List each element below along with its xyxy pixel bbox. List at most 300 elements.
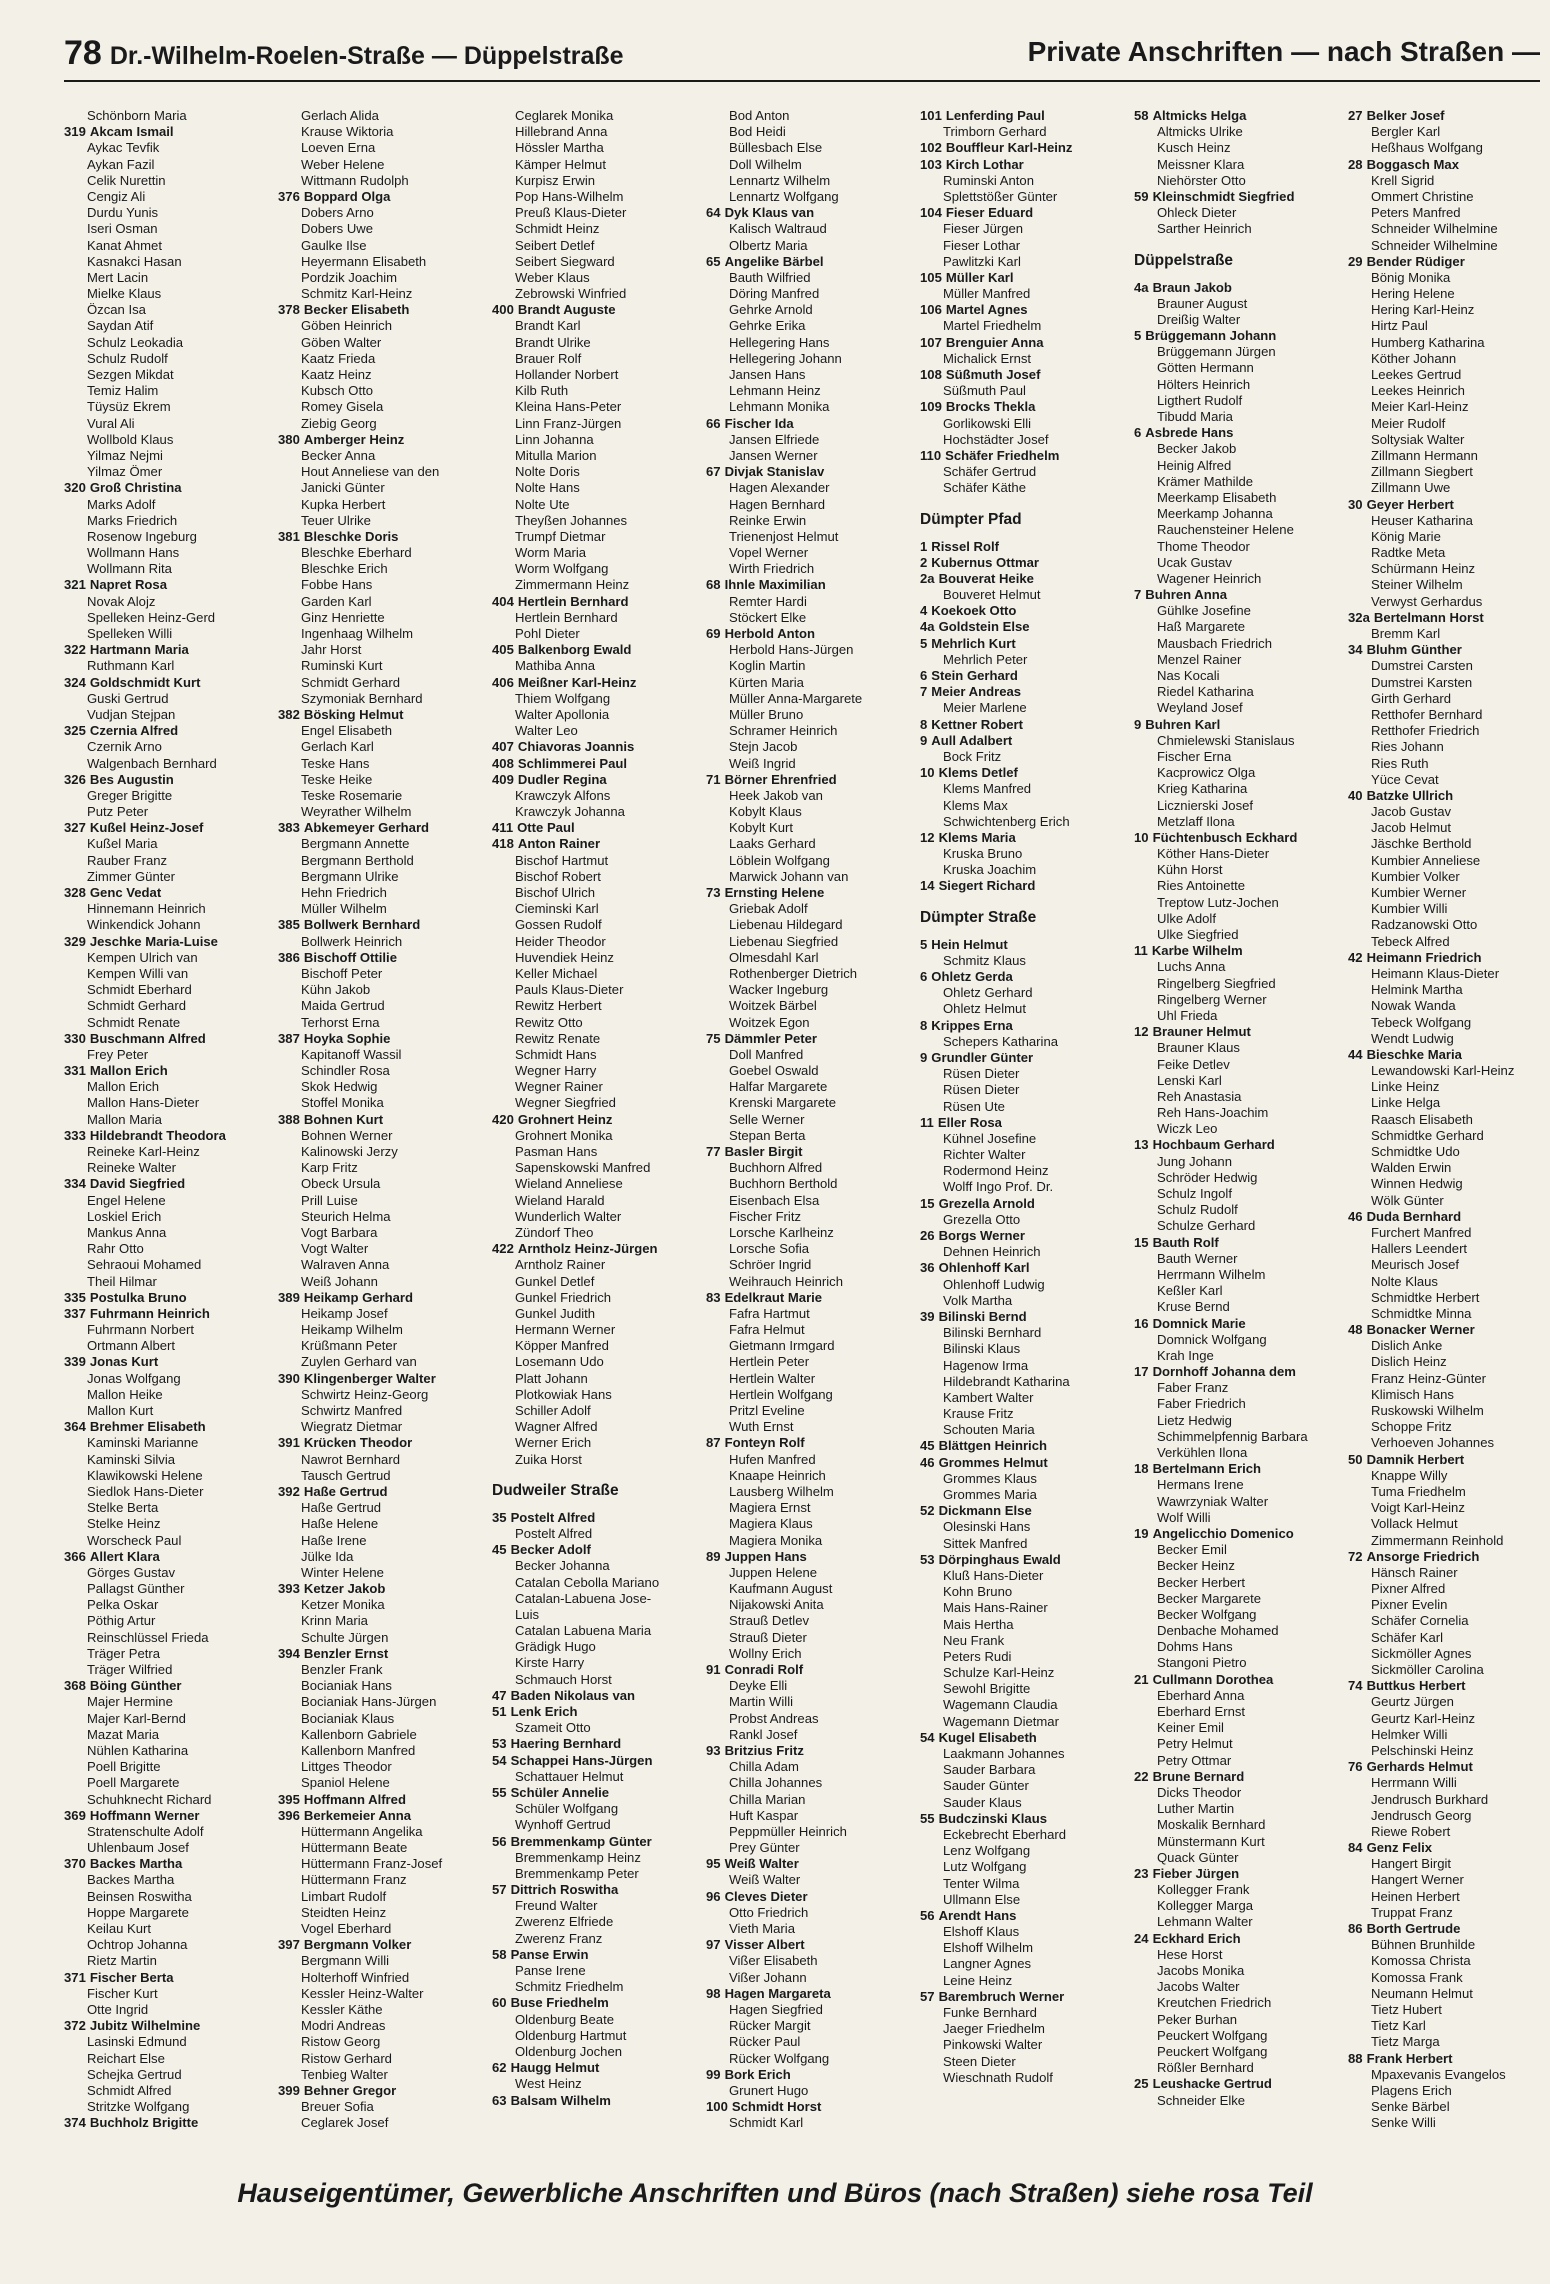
directory-entry (515, 1047, 688, 1063)
resident-name: Schüler Wolfgang (515, 1801, 619, 1817)
house-number: 324 (64, 674, 86, 690)
house-number: 63 (492, 2092, 507, 2108)
resident-name: Lehmann Monika (729, 399, 830, 415)
resident-name: Lenferding Paul (945, 108, 1045, 123)
directory-entry (1157, 846, 1330, 862)
directory-entry (1157, 700, 1330, 716)
directory-entry (515, 1338, 688, 1354)
directory-entry (1157, 1720, 1330, 1736)
resident-name: Köpper Manfred (515, 1338, 609, 1354)
house-number: 319 (64, 124, 86, 140)
resident-name: Wagemann Dietmar (943, 1713, 1059, 1729)
directory-entry (920, 1810, 1116, 1827)
directory-entry (301, 1322, 474, 1338)
directory-entry (1157, 555, 1330, 571)
resident-name: Ristow Gerhard (301, 2050, 392, 2066)
directory-entry (920, 1454, 1116, 1471)
resident-name: Retthofer Bernhard (1371, 706, 1483, 722)
resident-name: Bluhm Günther (1366, 642, 1462, 658)
directory-entry (87, 1144, 260, 1160)
resident-name: Thome Theodor (1157, 538, 1250, 554)
directory-entry (729, 1953, 902, 1969)
resident-name: Brandt Ulrike (515, 334, 591, 350)
directory-entry (301, 1856, 474, 1872)
directory-entry (87, 1872, 260, 1888)
resident-name: Dreißig Walter (1157, 311, 1241, 327)
directory-entry (492, 2092, 688, 2109)
resident-name: Mais Hans-Rainer (943, 1600, 1048, 1616)
resident-name: Fischer Fritz (729, 1208, 802, 1224)
resident-name: Oldenburg Beate (515, 2011, 615, 2027)
directory-entry (1371, 1970, 1544, 1986)
resident-name: Tietz Hubert (1371, 2001, 1442, 2017)
directory-entry (1134, 1024, 1330, 1040)
house-number: 58 (492, 1946, 507, 1962)
directory-entry (1157, 1299, 1330, 1315)
resident-name: Nijakowski Anita (729, 1597, 824, 1613)
resident-name: Steurich Helma (301, 1208, 391, 1224)
resident-name: Göben Walter (301, 334, 382, 350)
resident-name: Majer Karl-Bernd (87, 1710, 186, 1726)
resident-name: Furchert Manfred (1371, 1224, 1472, 1240)
house-number: 35 (492, 1509, 507, 1525)
resident-name: Rietz Martin (87, 1953, 157, 1969)
resident-name: Reh Anastasia (1157, 1088, 1242, 1104)
directory-entry (301, 1387, 474, 1403)
resident-name: Raasch Elisabeth (1371, 1111, 1473, 1127)
resident-name: Ringelberg Siegfried (1157, 975, 1276, 991)
directory-entry (87, 513, 260, 529)
resident-name: Mielke Klaus (87, 286, 162, 302)
directory-entry (301, 1128, 474, 1144)
resident-name: Wiczk Leo (1157, 1121, 1218, 1137)
directory-entry (64, 2018, 260, 2034)
directory-entry (515, 610, 688, 626)
directory-entry (920, 829, 1116, 846)
house-number: 406 (492, 674, 514, 690)
directory-entry (1157, 684, 1330, 700)
resident-name: Fischer Kurt (87, 1985, 158, 2001)
directory-entry (729, 594, 902, 610)
resident-name: Börner Ehrenfried (724, 771, 837, 787)
directory-entry (943, 1665, 1116, 1681)
directory-entry (301, 1921, 474, 1937)
directory-entry (943, 1940, 1116, 1956)
house-number: 366 (64, 1548, 86, 1564)
resident-name: Tietz Marga (1371, 2034, 1440, 2050)
resident-name: Neu Frank (943, 1632, 1005, 1648)
directory-entry (920, 1228, 1116, 1244)
directory-entry (278, 1435, 474, 1451)
directory-entry (729, 1209, 902, 1225)
resident-name: Nühlen Katharina (87, 1742, 189, 1758)
directory-entry (1371, 885, 1544, 901)
directory-entry (515, 1817, 688, 1833)
resident-name: Kettner Robert (931, 716, 1023, 732)
resident-name: Ernsting Helene (724, 885, 825, 900)
resident-name: Hüttermann Franz (301, 1872, 407, 1888)
directory-entry (706, 205, 902, 221)
resident-name: Eisenbach Elsa (729, 1192, 820, 1208)
resident-name: Verhoeven Johannes (1371, 1435, 1495, 1451)
directory-entry (729, 1678, 902, 1694)
resident-name: Strauß Detlev (729, 1613, 810, 1629)
directory-entry (729, 691, 902, 707)
resident-name: Zimmermann Heinz (515, 577, 630, 593)
resident-name: Arntholz Rainer (515, 1257, 606, 1273)
resident-name: Vogt Barbara (301, 1224, 378, 1240)
directory-entry (729, 707, 902, 723)
resident-name: Wendt Ludwig (1371, 1030, 1454, 1046)
directory-entry (301, 1565, 474, 1581)
resident-name: Griebak Adolf (729, 901, 808, 917)
resident-name: Kirste Harry (515, 1655, 585, 1671)
resident-name: Bertelmann Erich (1152, 1461, 1261, 1477)
directory-entry (920, 1988, 1116, 2005)
resident-name: Trienenjost Helmut (729, 528, 839, 544)
house-number: 392 (278, 1483, 300, 1499)
resident-name: Visser Albert (724, 1937, 805, 1953)
resident-name: Loskiel Erich (87, 1208, 162, 1224)
directory-entry (943, 351, 1116, 367)
directory-entry (301, 1452, 474, 1468)
resident-name: Angelike Bärbel (724, 253, 824, 269)
resident-name: Helmker Willi (1371, 1726, 1448, 1742)
resident-name: Doll Wilhelm (729, 156, 802, 172)
resident-name: Hildebrandt Katharina (943, 1373, 1070, 1389)
resident-name: Probst Andreas (729, 1710, 819, 1726)
directory-entry (729, 1306, 902, 1322)
resident-name: Bühnen Brunhilde (1371, 1937, 1476, 1953)
directory-column (64, 108, 260, 2158)
resident-name: Richter Walter (943, 1147, 1026, 1163)
directory-entry (515, 1063, 688, 1079)
directory-entry (492, 739, 688, 755)
resident-name: Kürten Maria (729, 674, 804, 690)
directory-entry (729, 286, 902, 302)
resident-name: Klems Detlef (938, 765, 1018, 781)
house-number: 62 (492, 2060, 507, 2076)
resident-name: Pelka Oskar (87, 1597, 159, 1613)
resident-name: Hirtz Paul (1371, 318, 1428, 334)
house-number: 100 (706, 2099, 728, 2115)
directory-columns (64, 108, 1544, 2158)
resident-name: Fobbe Hans (301, 577, 373, 593)
resident-name: Becker Elisabeth (303, 302, 410, 318)
resident-name: Iseri Osman (87, 221, 158, 237)
directory-entry (920, 1049, 1116, 1066)
directory-entry (1371, 1808, 1544, 1824)
directory-entry (729, 1533, 902, 1549)
resident-name: Dehnen Heinrich (943, 1244, 1041, 1260)
directory-entry (64, 1548, 260, 1565)
directory-entry (515, 221, 688, 237)
resident-name: Schmidt Renate (87, 1014, 181, 1030)
resident-name: Laaks Gerhard (729, 836, 816, 852)
resident-name: Yilmaz Nejmi (87, 447, 163, 463)
directory-entry (515, 707, 688, 723)
directory-entry (1371, 1500, 1544, 1516)
directory-entry (64, 1305, 260, 1322)
directory-entry (943, 700, 1116, 716)
house-number: 399 (278, 2082, 300, 2098)
directory-entry (729, 1565, 902, 1581)
directory-entry (1371, 966, 1544, 982)
directory-entry (492, 1995, 688, 2011)
directory-entry (1157, 377, 1330, 393)
directory-entry (920, 635, 1116, 652)
directory-entry (1371, 1225, 1544, 1241)
directory-entry (301, 885, 474, 901)
directory-entry (492, 1946, 688, 1963)
directory-entry (943, 432, 1116, 448)
resident-name: Keilau Kurt (87, 1921, 152, 1936)
directory-entry (1157, 1736, 1330, 1752)
resident-name: Otto Friedrich (729, 1904, 809, 1920)
resident-name: Rücker Paul (729, 2034, 801, 2050)
directory-entry (64, 771, 260, 788)
resident-name: Hangert Birgit (1371, 1856, 1452, 1872)
resident-name: Britzius Fritz (724, 1742, 804, 1758)
resident-name: Kaatz Frieda (301, 350, 376, 366)
directory-entry (706, 2099, 902, 2115)
directory-entry (1157, 603, 1330, 619)
directory-entry (1157, 911, 1330, 927)
directory-entry (729, 1921, 902, 1937)
directory-entry (301, 658, 474, 674)
resident-name: Tebeck Alfred (1371, 933, 1450, 949)
directory-entry (515, 1591, 688, 1607)
directory-entry (492, 1882, 688, 1898)
directory-entry (87, 982, 260, 998)
resident-name: Mallon Erich (87, 1079, 160, 1095)
directory-entry (87, 351, 260, 367)
resident-name: Brehmer Elisabeth (89, 1419, 206, 1435)
house-number: 102 (920, 140, 942, 156)
resident-name: Wagener Heinrich (1157, 570, 1262, 586)
directory-entry (515, 189, 688, 205)
directory-entry (301, 1063, 474, 1079)
resident-name: Winnen Hedwig (1371, 1176, 1463, 1192)
directory-entry (920, 399, 1116, 415)
resident-name: Spelleken Willi (87, 626, 173, 641)
directory-entry (943, 798, 1116, 814)
resident-name: Schäfer Friedhelm (945, 447, 1060, 463)
resident-name: Rissel Rolf (931, 538, 999, 554)
directory-entry (943, 814, 1116, 830)
house-number: 83 (706, 1289, 721, 1305)
resident-name: Backes Martha (89, 1856, 183, 1872)
resident-name: Uhl Frieda (1157, 1007, 1218, 1023)
directory-entry (1371, 1824, 1544, 1840)
resident-name: Ohletz Gerhard (943, 985, 1033, 1001)
directory-entry (943, 464, 1116, 480)
resident-name: Krell Sigrid (1371, 172, 1435, 188)
resident-name: Juppen Hans (724, 1548, 807, 1564)
directory-entry (729, 1516, 902, 1532)
directory-entry (301, 1095, 474, 1111)
directory-entry (492, 1784, 688, 1801)
resident-name: Stangoni Pietro (1157, 1655, 1247, 1671)
resident-name: Worm Maria (515, 545, 587, 561)
resident-name: Lausberg Wilhelm (729, 1483, 834, 1499)
directory-entry (515, 2028, 688, 2044)
resident-name: Benzler Frank (301, 1662, 383, 1677)
directory-entry (301, 108, 474, 124)
resident-name: Schmidt Horst (731, 2099, 822, 2115)
directory-entry (706, 885, 902, 901)
directory-entry (515, 723, 688, 739)
directory-entry (278, 1483, 474, 1500)
resident-name: Wollbold Klaus (87, 431, 174, 447)
directory-entry (1157, 1639, 1330, 1655)
directory-entry (1371, 1354, 1544, 1370)
directory-entry (943, 1341, 1116, 1357)
resident-name: Bergmann Annette (301, 836, 410, 852)
directory-entry (1371, 707, 1544, 723)
directory-entry (1157, 1753, 1330, 1769)
directory-column (1134, 108, 1330, 2158)
resident-name: Brandt Karl (515, 318, 581, 334)
directory-entry (729, 1905, 902, 1921)
directory-entry (943, 1034, 1116, 1050)
resident-name: Mallon Heike (87, 1386, 163, 1402)
resident-name: Liebenau Hildegard (729, 917, 843, 933)
directory-entry (87, 1840, 260, 1856)
resident-name: Brauner August (1157, 295, 1248, 311)
directory-entry (1134, 1234, 1330, 1251)
resident-name: Ohletz Gerda (931, 969, 1013, 984)
resident-name: Marwick Johann van (729, 868, 849, 884)
directory-entry (1371, 739, 1544, 755)
directory-entry (515, 1322, 688, 1338)
resident-name: Bremmenkamp Günter (510, 1833, 652, 1849)
directory-entry (1371, 982, 1544, 998)
resident-name: Böing Günther (89, 1678, 182, 1694)
resident-name: Hehn Friedrich (301, 885, 387, 900)
house-number: 54 (920, 1729, 935, 1745)
resident-name: Wieschnath Rudolf (943, 2069, 1053, 2085)
house-number: 105 (920, 269, 942, 285)
directory-entry (87, 1322, 260, 1338)
resident-name: Plotkowiak Hans (515, 1386, 612, 1402)
house-number: 65 (706, 253, 721, 269)
resident-name: Postelt Alfred (510, 1509, 596, 1525)
resident-name: Vieth Maria (729, 1921, 795, 1936)
directory-entry (87, 2067, 260, 2083)
house-number: 72 (1348, 1548, 1363, 1564)
house-number: 26 (920, 1228, 935, 1243)
resident-name: Bleschke Erich (301, 561, 388, 577)
directory-entry (1371, 577, 1544, 593)
directory-entry (1134, 108, 1330, 124)
directory-entry (729, 1241, 902, 1257)
resident-name: Sauder Klaus (943, 1794, 1022, 1810)
directory-entry (492, 302, 688, 318)
directory-entry (278, 1370, 474, 1387)
directory-entry (515, 1095, 688, 1111)
resident-name: Komossa Christa (1371, 1953, 1471, 1969)
resident-name: Splettstößer Günter (943, 188, 1058, 204)
house-number: 88 (1348, 2050, 1363, 2066)
directory-entry (1157, 636, 1330, 652)
directory-entry (943, 1131, 1116, 1147)
resident-name: Bergmann Berthold (301, 852, 414, 868)
resident-name: Weyland Josef (1157, 700, 1243, 716)
directory-entry (1157, 1283, 1330, 1299)
section-title: Private Anschriften — nach Straßen — (1027, 36, 1540, 67)
directory-entry (1371, 1031, 1544, 1047)
directory-entry (1371, 1889, 1544, 1905)
resident-name: Heider Theodor (515, 933, 606, 949)
resident-name: Kaufmann August (729, 1581, 833, 1597)
house-number: 28 (1348, 156, 1363, 172)
resident-name: Boppard Olga (303, 188, 391, 204)
directory-entry (301, 367, 474, 383)
directory-entry (87, 1533, 260, 1549)
resident-name: Bischof Hartmut (515, 852, 609, 868)
directory-entry (729, 917, 902, 933)
directory-entry (1371, 1338, 1544, 1354)
directory-entry (1371, 1403, 1544, 1419)
resident-name: Bleschke Eberhard (301, 545, 412, 561)
directory-entry (1157, 1979, 1330, 1995)
resident-name: Garden Karl (301, 593, 372, 609)
resident-name: Kleinschmidt Siegfried (1152, 188, 1295, 204)
directory-entry (943, 1714, 1116, 1730)
resident-name: Gunkel Friedrich (515, 1289, 612, 1305)
house-number: 409 (492, 771, 514, 787)
resident-name: Fuhrmann Norbert (87, 1322, 194, 1338)
resident-name: Linke Heinz (1371, 1079, 1440, 1095)
directory-entry (1157, 798, 1330, 814)
resident-name: Fieser Lothar (943, 237, 1021, 253)
directory-entry (729, 1759, 902, 1775)
directory-entry (706, 1888, 902, 1905)
resident-name: Meurisch Josef (1371, 1257, 1460, 1273)
house-number: 75 (706, 1030, 721, 1046)
resident-name: Brüggemann Johann (1145, 328, 1277, 344)
house-number: 12 (920, 829, 935, 845)
directory-entry (87, 1468, 260, 1484)
resident-name: Hoffmann Alfred (303, 1791, 406, 1807)
directory-entry (1157, 1898, 1330, 1914)
directory-entry (492, 593, 688, 610)
resident-name: Ucak Gustav (1157, 554, 1232, 570)
resident-name: Lenz Wolfgang (943, 1843, 1031, 1859)
resident-name: Hering Helene (1371, 286, 1455, 302)
directory-entry (1371, 351, 1544, 367)
directory-entry (943, 480, 1116, 496)
house-number: 45 (920, 1438, 935, 1454)
directory-entry (943, 1536, 1116, 1552)
resident-name: Fonteyn Rolf (724, 1435, 805, 1451)
house-number: 12 (1134, 1024, 1149, 1040)
directory-entry (1371, 853, 1544, 869)
directory-entry (87, 626, 260, 642)
resident-name: Sauder Günter (943, 1778, 1029, 1794)
resident-name: Rüsen Dieter (943, 1082, 1020, 1098)
directory-entry (729, 1808, 902, 1824)
directory-entry (1134, 829, 1330, 846)
house-number: 382 (278, 706, 300, 722)
directory-entry (87, 529, 260, 545)
house-number: 380 (278, 431, 300, 447)
house-number: 389 (278, 1289, 300, 1305)
directory-entry (301, 1824, 474, 1840)
resident-name: Hertlein Wolfgang (729, 1386, 833, 1402)
directory-entry (1157, 1494, 1330, 1510)
